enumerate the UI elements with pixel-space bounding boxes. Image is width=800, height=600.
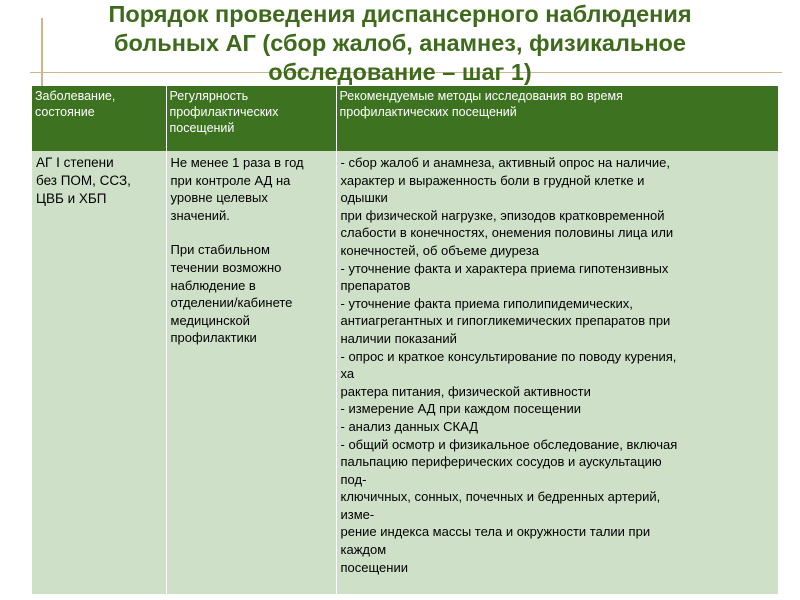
method-line: - общий осмотр и физикальное обследование, включая xyxy=(340,436,678,452)
cell-text: При стабильном xyxy=(170,242,270,258)
cell-text: отделении/кабинете xyxy=(170,295,293,311)
header-text: посещений xyxy=(169,121,235,135)
title-line: больных АГ (сбор жалоб, анамнез, физикальное xyxy=(114,30,686,56)
cell-text: при контроле АД на xyxy=(170,172,291,188)
cell-text: без ПОМ, ССЗ, xyxy=(36,173,131,188)
cell-regularity xyxy=(166,151,336,594)
method-line: конечностей, об объеме диуреза xyxy=(340,242,539,258)
cell-text: медицинской xyxy=(170,312,250,328)
header-text: состояние xyxy=(35,105,95,119)
method-line: характер и выраженность боли в грудной клетке и xyxy=(340,172,645,188)
table-header-row xyxy=(32,86,778,151)
header-regularity xyxy=(166,86,336,151)
observation-table xyxy=(32,86,778,594)
method-line: ха xyxy=(340,366,355,382)
cell-text: наблюдение в xyxy=(170,277,256,293)
method-line: - анализ данных СКАД xyxy=(340,418,478,434)
header-text: профилактических xyxy=(169,105,279,119)
cell-text: течении возможно xyxy=(170,259,282,275)
cell-text: АГ I степени xyxy=(36,155,114,170)
cell-condition xyxy=(32,151,166,594)
method-line: - уточнение факта и характера приема гипотензивных xyxy=(340,260,669,276)
method-line: слабости в конечностях, онемения половины лица или xyxy=(340,225,674,241)
table-row xyxy=(32,151,778,594)
header-methods xyxy=(336,86,778,151)
method-line: пальпацию периферических сосудов и аускультацию xyxy=(340,454,662,470)
method-line: ключичных, сонных, почечных и бедренных артерий, xyxy=(340,489,661,505)
title-line: Порядок проведения диспансерного наблюдения xyxy=(108,1,692,27)
header-text: Рекомендуемые методы исследования во время xyxy=(339,89,623,103)
header-condition xyxy=(32,86,166,151)
method-line: наличии показаний xyxy=(340,330,457,346)
method-line: посещении xyxy=(340,559,408,575)
method-line: препаратов xyxy=(340,278,411,294)
cell-text: значений. xyxy=(170,207,230,223)
header-text: Регулярность xyxy=(169,89,249,103)
page-title xyxy=(40,0,760,87)
method-line: изме- xyxy=(340,506,375,522)
method-line: - уточнение факта приема гиполипидемических, xyxy=(340,295,633,311)
header-text: профилактических посещений xyxy=(339,105,517,119)
header-text: Заболевание, xyxy=(35,89,116,103)
method-line: каждом xyxy=(340,542,387,558)
method-line: рение индекса массы тела и окружности талии при xyxy=(340,524,651,540)
method-line: - сбор жалоб и анамнеза, активный опрос на наличие, xyxy=(340,155,670,170)
method-line: под- xyxy=(340,471,367,487)
method-line: рактера питания, физической активности xyxy=(340,383,591,399)
method-line: - опрос и краткое консультирование по поводу курения, xyxy=(340,348,677,364)
paragraph-gap xyxy=(171,224,334,241)
cell-methods xyxy=(336,151,778,594)
method-line: антиагрегантных и гипогликемических препаратов при xyxy=(340,313,671,329)
cell-text: профилактики xyxy=(170,330,257,346)
cell-text: ЦВБ и ХБП xyxy=(36,191,107,206)
cell-text: уровне целевых xyxy=(170,190,268,206)
method-line: одышки xyxy=(340,190,388,206)
method-line: - измерение АД при каждом посещении xyxy=(340,401,581,417)
method-line: при физической нагрузке, эпизодов кратковременной xyxy=(340,207,665,223)
title-line: обследование – шаг 1) xyxy=(268,59,532,85)
cell-text: Не менее 1 раза в год xyxy=(170,155,304,170)
